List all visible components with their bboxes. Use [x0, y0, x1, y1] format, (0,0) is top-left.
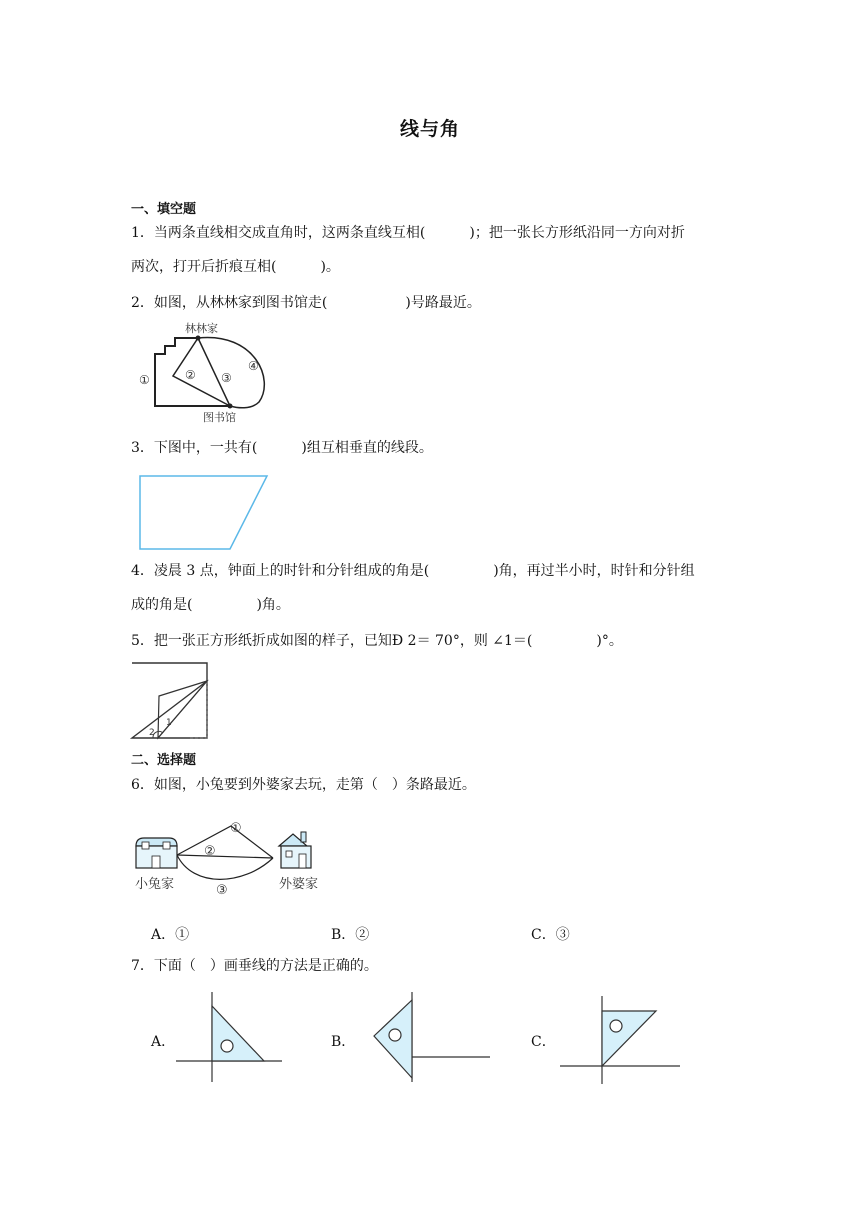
set-square-hole	[221, 1040, 233, 1052]
question-3-text-a: 3．下图中，一共有(	[131, 440, 258, 456]
question-4	[131, 554, 731, 622]
set-square-c	[602, 1011, 656, 1066]
route-1-label: ①	[230, 821, 242, 836]
question-1-text-b: )；把一张长方形纸沿同一方向对折	[469, 225, 685, 241]
grandma-home-label: 外婆家	[279, 877, 319, 892]
rabbit-home-label: 小兔家	[135, 877, 175, 892]
question-1-text-a: 1．当两条直线相交成直角时，这两条直线互相(	[131, 225, 426, 241]
rabbit-route-figure	[133, 818, 323, 900]
angle-2-label: 2	[149, 728, 155, 738]
question-1-line-2	[131, 250, 731, 284]
route-1-label: ①	[139, 373, 150, 387]
triangle-ruler-c-figure	[560, 994, 684, 1086]
triangle-ruler-a-figure	[176, 992, 284, 1084]
question-5-text-a: 5．把一张正方形纸折成如图的样子，已知Ð 2＝ 70°，则	[131, 633, 488, 649]
question-2-text-b: )号路最近。	[405, 295, 481, 311]
question-2-text-a: 2．如图，从林林家到图书馆走(	[131, 295, 328, 311]
question-4-line-2	[131, 588, 731, 622]
rabbit-house-icon	[136, 838, 177, 868]
question-5-line	[131, 624, 731, 658]
option-b[interactable]: B．	[331, 1034, 356, 1050]
angle-1-label: 1	[166, 718, 172, 728]
section-heading-fill-in: 一、填空题	[131, 202, 197, 217]
library-point	[228, 404, 233, 409]
route-2-path	[177, 855, 273, 858]
question-4-text-b: )角，再过半小时，时针和分针组	[493, 563, 695, 579]
option-a[interactable]: A．	[151, 1034, 176, 1050]
question-6-text: 6．如图，小兔要到外婆家去玩，走第（ ）条路最近。	[131, 777, 476, 793]
question-7	[131, 949, 731, 983]
set-square-hole	[610, 1020, 622, 1032]
question-7-text: 7．下面（ ）画垂线的方法是正确的。	[131, 958, 378, 974]
question-5	[131, 624, 731, 658]
set-square-hole	[389, 1029, 401, 1041]
option-c[interactable]: C．③	[531, 927, 570, 943]
home-point	[196, 336, 201, 341]
route-2-label: ②	[204, 844, 216, 859]
trapezoid-figure	[138, 474, 270, 552]
question-1-line-1	[131, 216, 731, 250]
route-3-path	[177, 855, 273, 879]
fold-crease	[158, 681, 207, 738]
section-heading-multiple-choice: 二、选择题	[131, 753, 197, 768]
route-map-figure	[135, 320, 275, 428]
grandma-house-icon	[279, 832, 311, 868]
set-square-a	[212, 1006, 264, 1061]
right-trapezoid-shape	[140, 476, 267, 549]
route-3-label: ③	[221, 371, 232, 385]
option-b[interactable]: B．②	[331, 927, 370, 943]
library-label: 图书馆	[203, 411, 236, 424]
question-2	[131, 286, 731, 320]
home-label: 林林家	[185, 322, 218, 335]
page-title: 线与角	[399, 118, 460, 140]
question-6	[131, 768, 731, 802]
route-1-path	[177, 826, 273, 858]
question-4-line-1	[131, 554, 731, 588]
question-4-text-d: )角。	[256, 597, 290, 613]
question-1	[131, 216, 731, 284]
question-3-line	[131, 431, 731, 465]
route-4-label: ④	[248, 359, 259, 373]
question-3	[131, 431, 731, 465]
option-c[interactable]: C．	[531, 1034, 556, 1050]
triangle-ruler-b-figure	[372, 992, 492, 1084]
question-3-text-b: )组互相垂直的线段。	[301, 440, 433, 456]
question-4-text-a: 4．凌晨 3 点，钟面上的时针和分针组成的角是(	[131, 563, 430, 579]
route-3-label: ③	[216, 883, 228, 898]
option-a[interactable]: A．①	[151, 927, 190, 943]
question-4-text-c: 成的角是(	[131, 597, 193, 613]
question-1-text-d: )。	[320, 259, 340, 275]
question-5-text-b: )°。	[596, 633, 623, 649]
question-1-text-c: 两次，打开后折痕互相(	[131, 259, 277, 275]
route-2-label: ②	[185, 368, 196, 382]
folded-square-figure	[130, 661, 212, 741]
question-2-line	[131, 286, 731, 320]
angle-symbol: ∠1＝(	[492, 633, 533, 649]
